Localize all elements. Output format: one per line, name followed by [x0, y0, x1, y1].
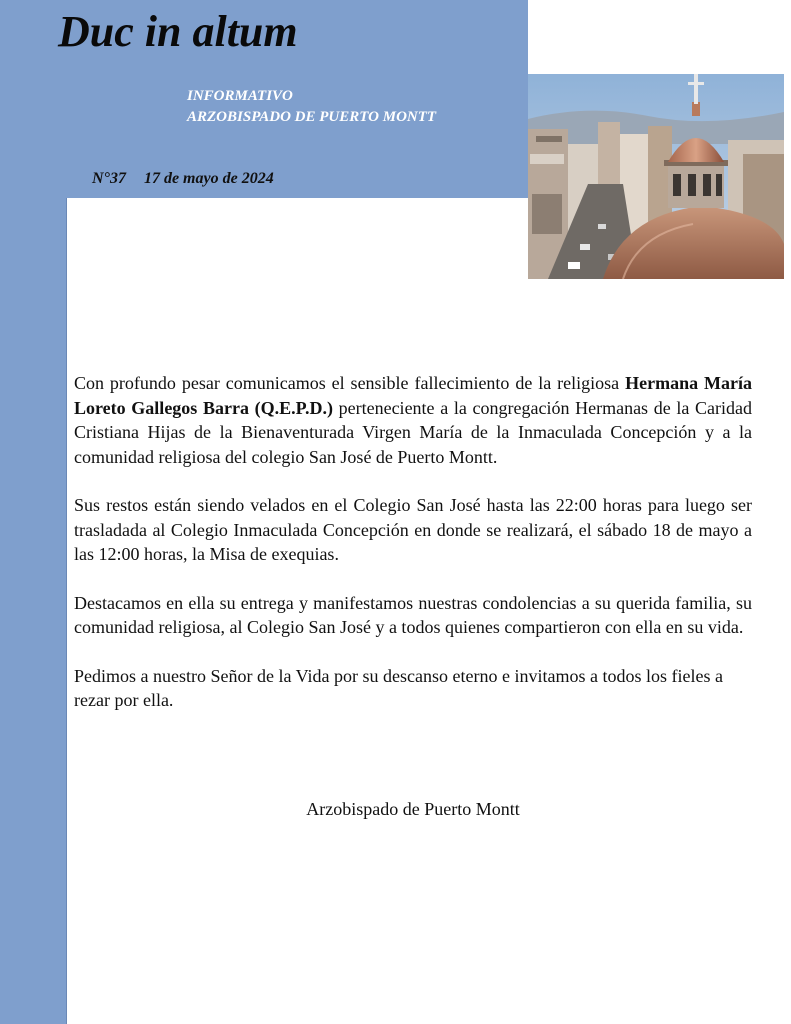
newsletter-title: Duc in altum [58, 7, 298, 56]
cathedral-dome-illustration [528, 74, 784, 279]
deceased-name: Hermana María Loreto Gallegos Barra (Q.E.P.D.) [74, 373, 752, 418]
signature: Arzobispado de Puerto Montt [306, 799, 520, 819]
issue-date: 17 de mayo de 2024 [143, 170, 274, 187]
announcement-lead: Con profundo pesar comunicamos el sensible fallecimiento de la religiosa [74, 373, 626, 393]
paragraph-funeral-details: Sus restos están siendo velados en el Colegio San José hasta las 22:00 horas para luego ser trasladada al Colegio Inmaculada Concepción en donde se realizará, el sábado 18 de mayo a las 12:00 horas, la Misa de exequias. [74, 495, 752, 564]
subtitle-line-informativo: INFORMATIVO [187, 88, 293, 104]
subtitle-line-arzobispado: ARZOBISPADO DE PUERTO MONTT [187, 109, 437, 125]
issue-info [92, 170, 274, 188]
article-body [74, 371, 752, 737]
issue-number: N°37 [92, 170, 126, 187]
newsletter-subtitle [187, 86, 436, 128]
announcement-rest: perteneciente a la congregación Hermanas de la Caridad Cristiana Hijas de la Bienaventurada Virgen María de la Inmaculada Concepción y a la comunidad religiosa del colegio San José de Puerto Montt. [74, 397, 752, 467]
cathedral-city-photo [528, 74, 784, 279]
left-sidebar-band [0, 198, 67, 1024]
paragraph-condolences: Destacamos en ella su entrega y manifestamos nuestras condolencias a su querida familia, su comunidad religiosa, al Colegio San José y a todos quienes compartieron con ella en su vida. [74, 592, 752, 637]
paragraph-prayer: Pedimos a nuestro Señor de la Vida por su descanso eterno e invitamos a todos los fieles a rezar por ella. [74, 665, 723, 710]
paragraph-announcement [74, 371, 752, 469]
